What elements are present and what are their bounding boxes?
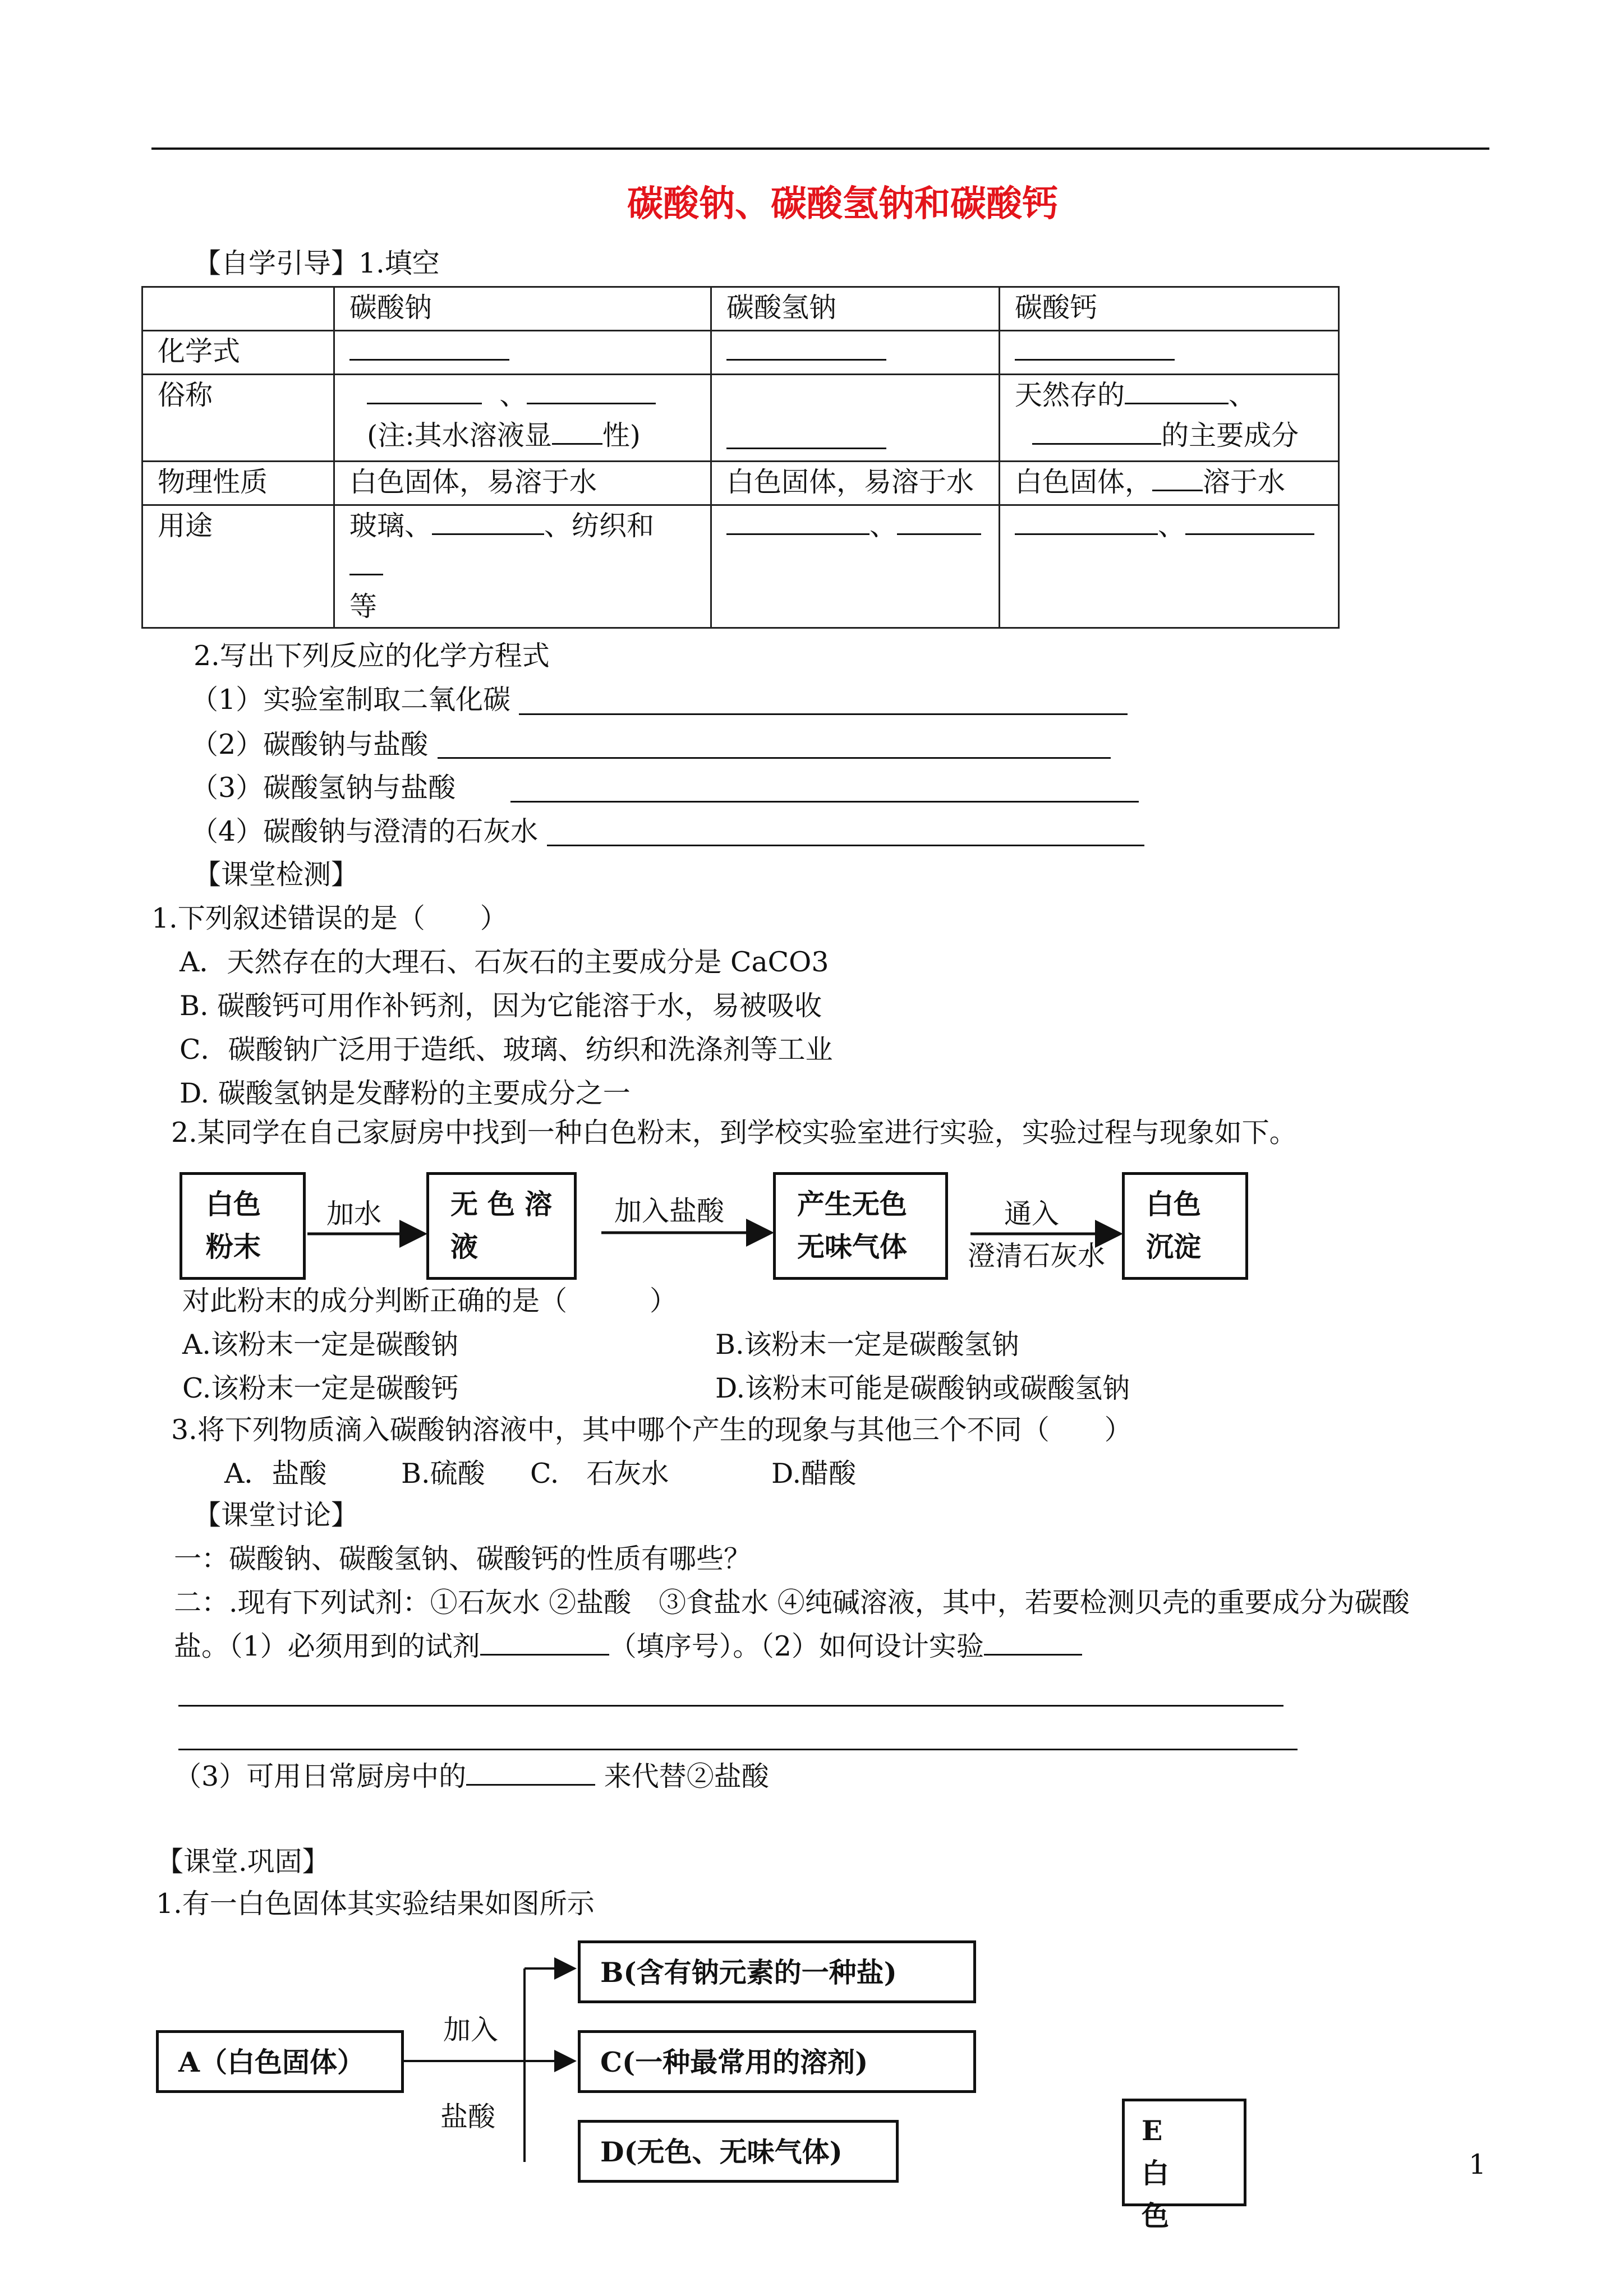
row-label-formula: 化学式 [142, 331, 334, 375]
diagram-box-a: A（白色固体） [156, 2030, 404, 2093]
test-q1-option-a: A．天然存在的大理石、石灰石的主要成分是 CaCO3 [180, 946, 829, 978]
flow-box-gas: 产生无色 无味气体 [773, 1172, 948, 1280]
answer-blank [466, 1758, 595, 1786]
test-q2-stem: 2.某同学在自己家厨房中找到一种白色粉末，到学校实验室进行实验，实验过程与现象如下。 [171, 1117, 1297, 1149]
row-label-use: 用途 [142, 505, 334, 628]
table-header-na2co3: 碳酸钠 [334, 287, 711, 331]
test-q2-option-a: A.该粉末一定是碳酸钠 [182, 1329, 458, 1361]
arrow-label-limewater: 澄清石灰水 [968, 1240, 1106, 1272]
row-label-common-name: 俗称 [142, 375, 334, 462]
arrow-label-pass-into: 通入 [1004, 1198, 1060, 1230]
test-q2-question: 对此粉末的成分判断正确的是（ ） [182, 1285, 678, 1317]
answer-line [178, 1749, 1298, 1750]
test-q3-option-b: B.硫酸 [401, 1458, 485, 1490]
test-q2-option-b: B.该粉末一定是碳酸氢钠 [715, 1329, 1019, 1361]
test-q3-stem: 3.将下列物质滴入碳酸钠溶液中，其中哪个产生的现象与其他三个不同（ ） [171, 1414, 1132, 1446]
page-number: 1 [1469, 2149, 1487, 2180]
test-q3-option-c: C. 石灰水 [530, 1458, 669, 1490]
equation-item-4: （4）碳酸钠与澄清的石灰水 [191, 815, 539, 847]
flow-box-precipitate: 白色 沉淀 [1122, 1172, 1248, 1280]
answer-line [178, 1705, 1283, 1707]
test-q3-option-d: D.醋酸 [771, 1458, 857, 1490]
section-discussion: 【课堂讨论】 [194, 1499, 359, 1531]
test-q2-option-d: D.该粉末可能是碳酸钠或碳酸氢钠 [715, 1372, 1130, 1404]
diagram-label-acid: 盐酸 [440, 2101, 496, 2133]
test-q2-option-c: C.该粉末一定是碳酸钙 [182, 1372, 459, 1404]
test-q3-option-a: A．盐酸 [224, 1458, 327, 1490]
test-q1-option-d: D. 碳酸氢钠是发酵粉的主要成分之一 [180, 1077, 631, 1109]
physical-na2co3: 白色固体，易溶于水 [334, 462, 711, 505]
use-caco3: 、 [1000, 505, 1339, 628]
section-consolidation: 【课堂.巩固】 [156, 1846, 330, 1878]
diagram-box-e: E 白 色 [1122, 2099, 1246, 2206]
test-q1-option-c: C．碳酸钠广泛用于造纸、玻璃、纺织和洗涤剂等工业 [180, 1034, 833, 1066]
diagram-box-d: D(无色、无味气体) [578, 2120, 899, 2183]
diagram-box-c: C(一种最常用的溶剂) [578, 2030, 976, 2093]
equations-heading: 2.写出下列反应的化学方程式 [194, 640, 550, 672]
equation-item-2: （2）碳酸钠与盐酸 [191, 729, 429, 760]
use-nahco3: 、 [711, 505, 1000, 628]
flow-box-colorless-solution: 无 色 溶 液 [426, 1172, 577, 1280]
table-header-caco3: 碳酸钙 [1000, 287, 1339, 331]
flow-box-white-powder: 白色 粉末 [180, 1172, 306, 1280]
physical-nahco3: 白色固体，易溶于水 [711, 462, 1000, 505]
section-class-test: 【课堂检测】 [194, 859, 359, 891]
row-label-physical: 物理性质 [142, 462, 334, 505]
table-header-nahco3: 碳酸氢钠 [711, 287, 1000, 331]
physical-caco3: 白色固体， 溶于水 [1000, 462, 1339, 505]
diagram-box-b: B(含有钠元素的一种盐) [578, 1940, 976, 2003]
equation-item-3: （3）碳酸氢钠与盐酸 [191, 772, 456, 804]
discussion-q1: 一：碳酸钠、碳酸氢钠、碳酸钙的性质有哪些？ [174, 1543, 752, 1575]
discussion-q2-line1: 二：.现有下列试剂：①石灰水 ②盐酸 ③食盐水 ④纯碱溶液，其中，若要检测贝壳的重要成分为碳酸 [174, 1587, 1410, 1619]
diagram-label-add: 加入 [443, 2014, 499, 2046]
discussion-q2-line3: （3）可用日常厨房中的 来代替②盐酸 [174, 1758, 769, 1794]
answer-blank [480, 1628, 609, 1656]
answer-blank [984, 1628, 1082, 1656]
arrow-label-add-water: 加水 [326, 1198, 382, 1230]
common-name-na2co3: 、 (注:其水溶液显 性) [334, 375, 711, 462]
test-q1-stem: 1.下列叙述错误的是（ ） [151, 902, 508, 934]
section-self-study: 【自学引导】1.填空 [194, 247, 440, 279]
consolidation-q1-stem: 1.有一白色固体其实验结果如图所示 [156, 1888, 595, 1920]
page-title: 碳酸钠、碳酸氢钠和碳酸钙 [627, 183, 1058, 225]
test-q1-option-b: B. 碳酸钙可用作补钙剂，因为它能溶于水，易被吸收 [180, 990, 822, 1022]
common-name-caco3: 天然存的 、 的主要成分 [1000, 375, 1339, 462]
use-na2co3: 玻璃、 、纺织和 等 [334, 505, 711, 628]
arrow-label-add-acid: 加入盐酸 [614, 1195, 725, 1227]
equation-item-1: （1）实验室制取二氧化碳 [191, 684, 511, 716]
discussion-q2-line2: 盐。（1）必须用到的试剂 （填序号）。（2）如何设计实验 [174, 1628, 1082, 1663]
